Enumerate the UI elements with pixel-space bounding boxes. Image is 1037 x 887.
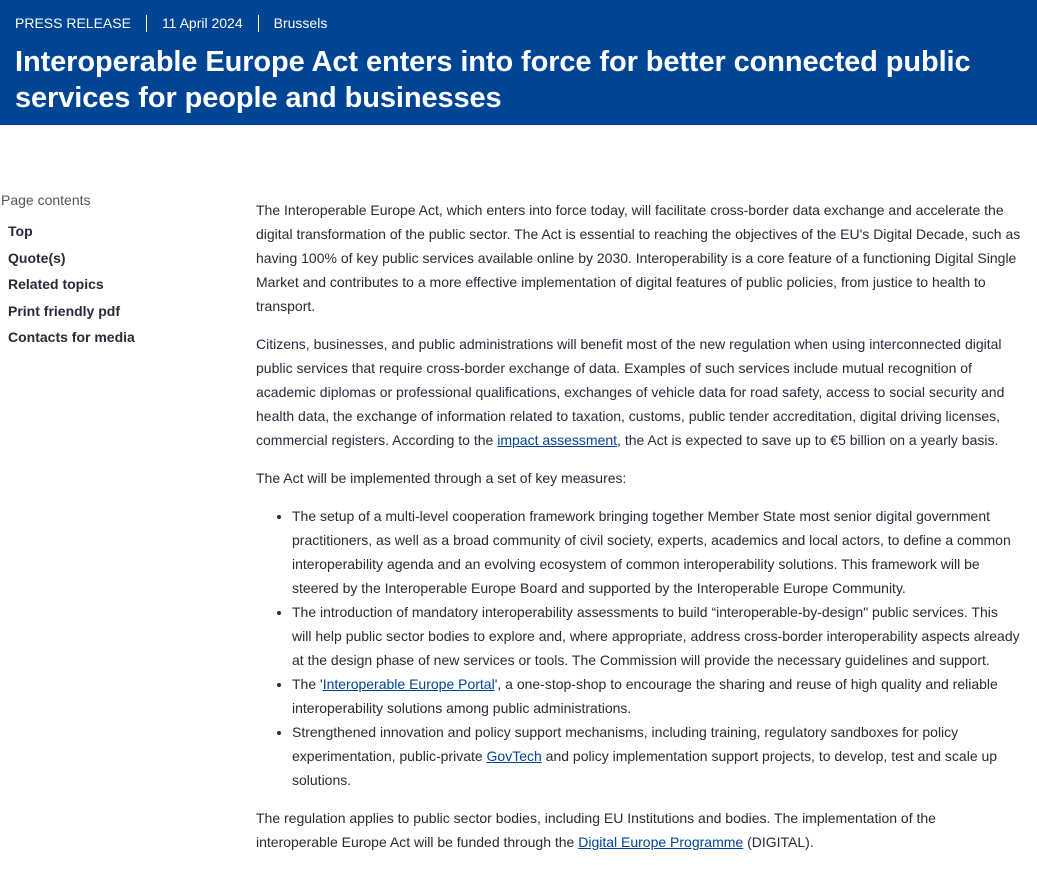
page-contents-heading: Page contents (1, 192, 91, 208)
paragraph-benefits (256, 332, 1021, 452)
list-item-text: The ' (292, 676, 323, 692)
meta-divider (258, 15, 259, 32)
page-contents-list (1, 222, 221, 346)
paragraph-intro: The Interoperable Europe Act, which enters into force today, will facilitate cross-border data exchange and accelerate the digital transformation of the public sector. The Act is essential to reaching the objectives of the EU's Digital Decade, such as having 100% of key public services available online by 2030. Interoperability is a core feature of a functioning Digital Single Market and contributes to a more effective implementation of digital features of public policies, from justice to health to transport. (256, 202, 1021, 314)
impact-assessment-link[interactable]: impact assessment (497, 432, 618, 448)
list-item: • The introduction of mandatory interoperability assessments to build “interoperable-by-design" public services. This will help public sector bodies to explore and, where appropriate, address cross-border interoperability aspects already at the design phase of new services or tools. The Commission will provide the necessary guidelines and support. (292, 600, 1021, 672)
list-item-text: ', a one-stop-shop to encourage the sharing and reuse of high quality and reliable interoperability solutions among public administrations. (292, 676, 998, 716)
interoperable-europe-portal-link[interactable]: Interoperable Europe Portal (322, 676, 495, 692)
article-body (256, 198, 1021, 868)
paragraph-text: The regulation applies to public sector bodies, including EU Institutions and bodies. The implementation of the interoperable Europe Act will be funded through the (256, 810, 936, 850)
release-date: 11 April 2024 (161, 15, 243, 31)
paragraph-text: Citizens, businesses, and public administrations will benefit most of the new regulation when using interconnected digital public services that require cross-border exchange of data. Examples of such services include mutual recognition of academic diplomas or professional qualifications, exchanges of vehicle data for road safety, access to social security and health data, the exchange of information related to taxation, customs, public tender accreditation, digital driving licenses, commercial registers. According to the (256, 336, 1005, 448)
list-item-text: and policy implementation support projects, to develop, test and scale up solutions. (292, 748, 998, 788)
nav-item-contacts-for-media[interactable]: Contacts for media (8, 329, 135, 345)
page-title: Interoperable Europe Act enters into force for better connected public services for people and businesses (15, 46, 971, 114)
list-item-text: Strengthened innovation and policy support mechanisms, including training, regulatory sandboxes for policy experimentation, public-private (292, 724, 959, 764)
meta-divider (146, 15, 147, 32)
nav-item-quotes[interactable]: Quote(s) (8, 249, 66, 266)
release-location: Brussels (273, 15, 328, 31)
page-contents-nav (1, 190, 221, 355)
press-release-meta (15, 14, 327, 32)
paragraph-measures-intro: The Act will be implemented through a set of key measures: (256, 470, 627, 486)
nav-item-top[interactable]: Top (8, 223, 33, 239)
list-item (292, 720, 1021, 792)
list-item (292, 672, 1021, 720)
page-header (0, 0, 1037, 125)
paragraph-funding (256, 806, 1021, 854)
digital-europe-programme-link[interactable]: Digital Europe Programme (578, 834, 744, 850)
key-measures-list (256, 504, 1021, 792)
nav-item-related-topics[interactable]: Related topics (8, 276, 104, 292)
nav-item-print-friendly-pdf[interactable]: Print friendly pdf (8, 302, 120, 319)
paragraph-text: (DIGITAL). (743, 834, 814, 850)
list-item: • The setup of a multi-level cooperation framework bringing together Member State most senior digital government practitioners, as well as a broad community of civil society, experts, academics and local actors, to define a common interoperability agenda and an evolving ecosystem of common interoperability solutions. This framework will be steered by the Interoperable Europe Board and supported by the Interoperable Europe Community. (292, 504, 1021, 600)
govtech-link[interactable]: GovTech (486, 748, 542, 764)
release-type: PRESS RELEASE (15, 15, 131, 31)
paragraph-text: , the Act is expected to save up to €5 billion on a yearly basis. (617, 432, 999, 448)
